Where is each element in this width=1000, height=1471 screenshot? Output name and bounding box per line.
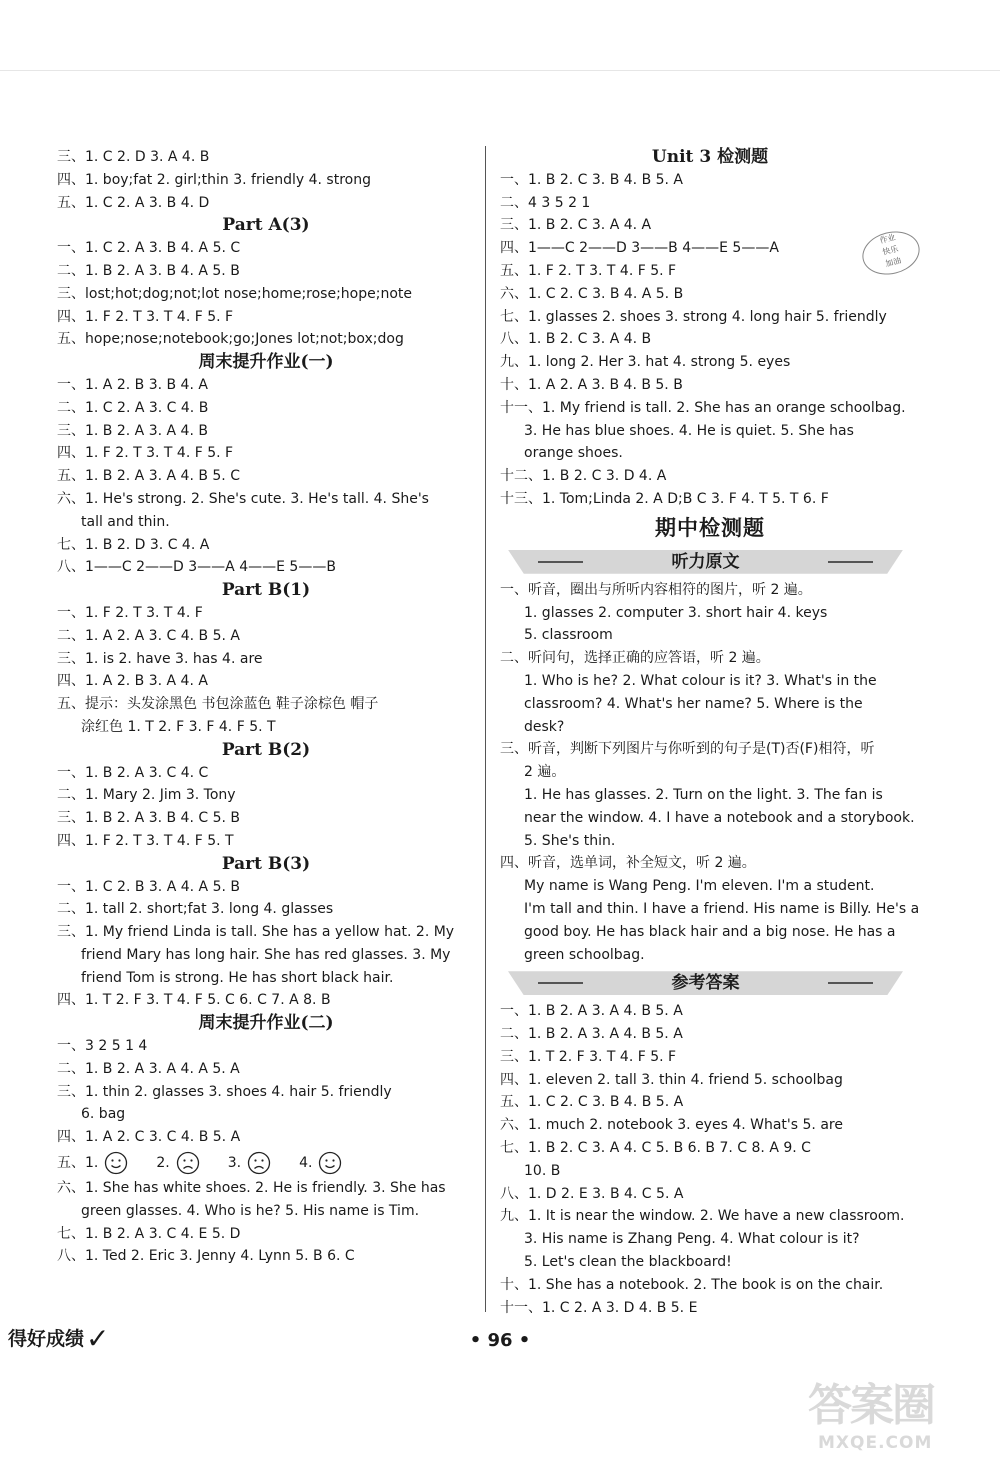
answer-line-continued: I'm tall and thin. I have a friend. His name is Billy. He's a xyxy=(524,900,920,917)
watermark-line2: MXQE.COM xyxy=(818,1433,933,1453)
smiley-face-icon xyxy=(318,1151,342,1175)
answer-line-continued: 1. He has glasses. 2. Turn on the light. 3. The fan is xyxy=(524,786,883,803)
answer-line-continued: 1. glasses 2. computer 3. short hair 4. keys xyxy=(524,604,828,621)
answer-line: 一、1. F 2. T 3. T 4. F xyxy=(57,604,203,621)
section-heading: 周末提升作业(一) xyxy=(198,352,334,373)
section-heading: 周末提升作业(二) xyxy=(198,1013,334,1034)
answer-line-continued: tall and thin. xyxy=(81,513,170,530)
sad-face-icon xyxy=(247,1151,271,1175)
answer-line: 三、1. B 2. C 3. A 4. A xyxy=(500,217,652,234)
answer-line: 四、听音，选单词，补全短文，听 2 遍。 xyxy=(500,855,756,872)
answer-line-continued: 10. B xyxy=(524,1162,561,1179)
answer-line: 一、1. B 2. C 3. B 4. B 5. A xyxy=(500,171,684,188)
answer-line: 一、1. C 2. A 3. B 4. A 5. C xyxy=(57,240,241,257)
answer-line: 二、听问句，选择正确的应答语，听 2 遍。 xyxy=(500,650,770,667)
answer-line: 八、1——C 2——D 3——A 4——E 5——B xyxy=(57,559,336,576)
answer-line: 十二、1. B 2. C 3. D 4. A xyxy=(500,468,667,485)
answer-line-continued: green glasses. 4. Who is he? 5. His name is Tim. xyxy=(81,1202,420,1219)
answer-line: 四、1. F 2. T 3. T 4. F 5. T xyxy=(57,832,234,849)
answer-line-continued: 5. Let's clean the blackboard! xyxy=(524,1254,732,1271)
page-number: • 96 • xyxy=(469,1330,531,1351)
answer-line: 三、1. T 2. F 3. T 4. F 5. F xyxy=(500,1048,677,1065)
answer-line: 四、1. A 2. C 3. C 4. B 5. A xyxy=(57,1129,241,1146)
answer-line-continued: classroom? 4. What's her name? 5. Where is the xyxy=(524,695,863,712)
stamp-line1: 作业 xyxy=(878,232,897,246)
banner-label: 参考答案 xyxy=(671,973,740,994)
watermark xyxy=(808,1380,986,1465)
section-heading: Part B(1) xyxy=(221,580,311,601)
top-rule xyxy=(0,70,1000,71)
answer-number: 4. xyxy=(299,1155,313,1172)
column-divider xyxy=(485,146,486,1312)
answer-line-continued: 涂红色 1. T 2. F 3. F 4. F 5. T xyxy=(81,718,276,735)
answer-line-continued: 1. Who is he? 2. What colour is it? 3. What's in the xyxy=(524,672,877,689)
answer-line: 七、1. glasses 2. shoes 3. strong 4. long hair 5. friendly xyxy=(500,308,887,325)
answer-line: 七、1. B 2. A 3. C 4. E 5. D xyxy=(57,1225,241,1242)
answer-line: 六、1. C 2. C 3. B 4. A 5. B xyxy=(500,285,684,302)
smiley-face-icon xyxy=(104,1151,128,1175)
answer-line: 四、1. boy;fat 2. girl;thin 3. friendly 4. strong xyxy=(57,171,371,188)
answer-line: 八、1. Ted 2. Eric 3. Jenny 4. Lynn 5. B 6. C xyxy=(57,1248,355,1265)
answer-line: 一、1. A 2. B 3. B 4. A xyxy=(57,376,208,393)
answer-line: 五、1. C 2. C 3. B 4. B 5. A xyxy=(500,1094,684,1111)
answer-line: 五、提示：头发涂黑色 书包涂蓝色 鞋子涂棕色 帽子 xyxy=(57,696,379,713)
answer-line: 五、1. B 2. A 3. A 4. B 5. C xyxy=(57,468,240,485)
answer-line: 三、lost;hot;dog;not;lot nose;home;rose;hope;note xyxy=(57,285,412,302)
answer-number: 2. xyxy=(156,1155,170,1172)
answer-line: 四、1. F 2. T 3. T 4. F 5. F xyxy=(57,308,234,325)
section-heading: Unit 3 检测题 xyxy=(651,147,769,167)
answer-line: 三、1. B 2. A 3. A 4. B xyxy=(57,422,208,439)
answer-line: 三、1. thin 2. glasses 3. shoes 4. hair 5. friendly xyxy=(57,1083,392,1100)
answer-line: 四、1. F 2. T 3. T 4. F 5. F xyxy=(57,445,234,462)
answer-line: 三、1. is 2. have 3. has 4. are xyxy=(57,650,263,667)
check-mark-icon: ✓ xyxy=(86,1322,110,1355)
answer-line: 四、1——C 2——D 3——B 4——E 5——A xyxy=(500,240,779,257)
answer-line: 一、1. B 2. A 3. C 4. C xyxy=(57,764,209,781)
answer-line-continued: good boy. He has black hair and a big nose. He has a xyxy=(524,923,896,940)
answer-line-continued: 2 遍。 xyxy=(524,764,566,781)
answer-line: 四、1. eleven 2. tall 3. thin 4. friend 5. schoolbag xyxy=(500,1071,843,1088)
section-banner xyxy=(508,547,903,577)
answer-line: 五、1. F 2. T 3. T 4. F 5. F xyxy=(500,262,677,279)
answer-line: 一、1. B 2. A 3. A 4. B 5. A xyxy=(500,1003,683,1020)
answer-line: 十一、1. My friend is tall. 2. She has an orange schoolbag. xyxy=(500,399,906,416)
answer-line: 七、1. B 2. C 3. A 4. C 5. B 6. B 7. C 8. A 9. C xyxy=(500,1140,811,1157)
banner-label: 听力原文 xyxy=(671,551,740,572)
section-heading: Part B(3) xyxy=(221,853,311,874)
sad-face-icon xyxy=(176,1151,200,1175)
answer-number: 1. xyxy=(85,1155,99,1172)
answer-line-continued: green schoolbag. xyxy=(524,946,645,963)
answer-line: 二、1. Mary 2. Jim 3. Tony xyxy=(57,787,236,804)
answer-line: 二、1. A 2. A 3. C 4. B 5. A xyxy=(57,627,240,644)
answer-line-continued: 6. bag xyxy=(81,1106,126,1123)
answer-line: 九、1. long 2. Her 3. hat 4. strong 5. eyes xyxy=(500,354,791,371)
question-prefix: 五、 xyxy=(57,1155,85,1172)
answer-line: 二、1. B 2. A 3. B 4. A 5. B xyxy=(57,262,240,279)
answer-line-continued: near the window. 4. I have a notebook and a storybook. xyxy=(524,809,915,826)
answer-number: 3. xyxy=(227,1155,242,1172)
answer-line: 二、1. tall 2. short;fat 3. long 4. glasses xyxy=(57,901,334,918)
answer-line: 一、3 2 5 1 4 xyxy=(57,1038,148,1055)
section-heading: Part B(2) xyxy=(221,739,311,760)
answer-line: 二、1. C 2. A 3. C 4. B xyxy=(57,399,209,416)
answer-line-continued: friend Tom is strong. He has short black hair. xyxy=(81,969,394,986)
answer-line: 三、听音，判断下列图片与你听到的句子是(T)否(F)相符，听 xyxy=(500,741,875,758)
answer-line: 九、1. It is near the window. 2. We have a new classroom. xyxy=(500,1208,905,1225)
watermark-line1: 答案圈 xyxy=(808,1380,934,1431)
answer-line: 三、1. B 2. A 3. B 4. C 5. B xyxy=(57,810,241,827)
answer-line-continued: 5. She's thin. xyxy=(524,832,616,849)
answer-line: 二、1. B 2. A 3. A 4. A 5. A xyxy=(57,1060,240,1077)
answer-line: 十一、1. C 2. A 3. D 4. B 5. E xyxy=(500,1299,698,1316)
answer-line: 十三、1. Tom;Linda 2. A D;B C 3. F 4. T 5. T 6. F xyxy=(500,490,829,507)
answer-line-continued: friend Mary has long hair. She has red glasses. 3. My xyxy=(81,946,451,963)
answer-line-continued: orange shoes. xyxy=(524,445,623,462)
stamp-line2: 快乐 xyxy=(881,244,900,257)
answer-line: 四、1. A 2. B 3. A 4. A xyxy=(57,673,208,690)
stamp-line3: 加油 xyxy=(884,255,903,269)
answer-line: 二、1. B 2. A 3. A 4. B 5. A xyxy=(500,1026,683,1043)
brand-text: 得好成绩 xyxy=(8,1328,85,1350)
answer-line: 六、1. He's strong. 2. She's cute. 3. He's tall. 4. She's xyxy=(57,490,429,507)
faces-answer-line xyxy=(57,1149,475,1177)
answer-line-continued: 5. classroom xyxy=(524,627,613,644)
answer-line: 五、1. C 2. A 3. B 4. D xyxy=(57,194,210,211)
answer-line: 六、1. She has white shoes. 2. He is friendly. 3. She has xyxy=(57,1180,446,1197)
answer-line-continued: 3. He has blue shoes. 4. He is quiet. 5. She has xyxy=(524,422,854,439)
answer-line-continued: 3. His name is Zhang Peng. 4. What colour is it? xyxy=(524,1231,860,1248)
answer-line: 十、1. A 2. A 3. B 4. B 5. B xyxy=(500,376,683,393)
answer-line: 三、1. C 2. D 3. A 4. B xyxy=(57,149,210,165)
answer-line: 三、1. My friend Linda is tall. She has a yellow hat. 2. My xyxy=(57,924,455,941)
answer-line: 二、4 3 5 2 1 xyxy=(500,194,591,211)
left-column xyxy=(57,146,475,1268)
answer-line: 五、hope;nose;notebook;go;Jones lot;not;box;dog xyxy=(57,331,404,348)
answer-line: 一、1. C 2. B 3. A 4. A 5. B xyxy=(57,878,240,895)
right-column xyxy=(500,146,920,1319)
answer-line: 八、1. B 2. C 3. A 4. B xyxy=(500,331,652,348)
answer-line: 一、听音，圈出与所听内容相符的图片，听 2 遍。 xyxy=(500,581,812,598)
answer-line: 七、1. B 2. D 3. C 4. A xyxy=(57,536,210,553)
answer-line: 八、1. D 2. E 3. B 4. C 5. A xyxy=(500,1185,684,1202)
answer-line: 十、1. She has a notebook. 2. The book is on the chair. xyxy=(500,1276,884,1293)
answer-line: 六、1. much 2. notebook 3. eyes 4. What's 5. are xyxy=(500,1117,843,1134)
section-heading: Part A(3) xyxy=(222,215,310,236)
answer-line: 四、1. T 2. F 3. T 4. F 5. C 6. C 7. A 8. B xyxy=(57,992,331,1009)
exam-title: 期中检测题 xyxy=(655,515,765,540)
answer-line-continued: My name is Wang Peng. I'm eleven. I'm a student. xyxy=(524,878,875,895)
answer-line-continued: desk? xyxy=(524,718,565,735)
section-banner xyxy=(508,968,903,998)
